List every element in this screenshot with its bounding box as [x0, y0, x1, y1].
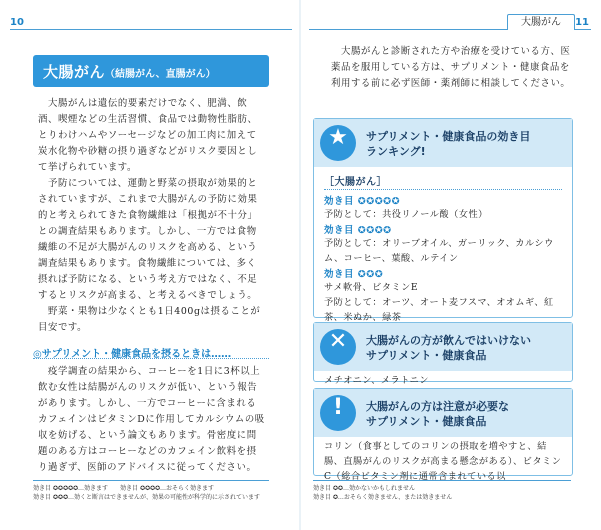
ranking-category: ［大腸がん］ [324, 173, 562, 190]
exclamation-icon: ! [320, 395, 356, 431]
paragraph: 疫学調査の結果から、コーヒーを1日に3杯以上飲む女性は結腸がんのリスクが低い、という報告があります。しかし、一方でコーヒーに含まれるカフェインはビタミンDに作用してカルシウムの吸収を妨げる、という論文もあります。骨密度に問題のある方はコーヒーなどのカフェイン飲料を摂り過ぎず、医師のアドバイスに従ってください。 [38, 366, 265, 473]
legend-line: 効き目 ✪✪…効かないかもしれません [313, 485, 415, 492]
page-number: 10 [10, 17, 24, 28]
paragraph: 大腸がんは遺伝的要素だけでなく、肥満、飲酒、喫煙などの生活習慣、食品では動物性脂肪、とりわけハムやソーセージなどの加工肉に加えて炭水化物や砂糖の摂り過ぎなどがリスク要因として挙げられています。 [38, 98, 258, 173]
paragraph: 野菜・果物は少なくとも1日400gは摂ることが目安です。 [38, 306, 261, 333]
efficacy-label: 効き目 ✪✪✪ [324, 269, 384, 280]
header-rule [10, 17, 292, 30]
avoid-box-header [314, 323, 572, 371]
legend-line: 効き目 ✪✪✪✪✪…効きます 効き目 ✪✪✪✪…おそらく効きます [33, 485, 215, 492]
section-subhead: ◎サプリメント・健康食品を摂るときは…… [33, 345, 269, 359]
chapter-title [33, 55, 269, 87]
page-number: 11 [575, 17, 589, 28]
right-page [301, 0, 601, 530]
chapter-title-sub: （結腸がん、直腸がん） [105, 69, 216, 80]
ranking-box-body [314, 167, 572, 331]
star-icon: ★ [320, 125, 356, 161]
ranking-box-header [314, 119, 572, 167]
legend-line: 効き目 ✪…おそらく効きません、または効きません [313, 494, 453, 501]
efficacy-label: 効き目 ✪✪✪✪ [324, 225, 392, 236]
efficacy-label: 効き目 ✪✪✪✪✪ [324, 196, 401, 207]
efficacy-items: 予防として：共役リノール酸（女性） [324, 209, 488, 220]
caution-box-header [314, 389, 572, 437]
avoid-box [313, 322, 573, 386]
avoid-box-title: 大腸がんの方が飲んではいけない サプリメント・健康食品 [366, 334, 531, 362]
ranking-box-title: サプリメント・健康食品の効き目 ランキング! [366, 130, 531, 158]
caution-items: コリン（食事としてのコリンの摂取を増やすと、結腸、直腸がんのリスクが高まる懸念がある）、ビタミンC（総合ビタミン剤に通常含まれている以 [324, 441, 562, 482]
left-page [0, 0, 300, 530]
caution-box [313, 388, 573, 482]
paragraph: 予防については、運動と野菜の摂取が効果的とされていますが、これまで大腸がんの予防に効果的と考えられてきた食物繊維は「根拠が不十分」との調査結果もあります。しかし、一方では食物繊維の不足が大腸がんのリスクを高める、という調査結果もあります。食物繊維については、多く摂れば予防になる、という考え方ではなく、不足するとリスクが高まる、と考えるべきでしょう。 [38, 178, 258, 301]
efficacy-items: サメ軟骨、ビタミンE 予防として：オーツ、オート麦フスマ、オオムギ、紅茶、米ぬか、緑茶 [324, 282, 554, 323]
efficacy-legend [33, 480, 269, 502]
body-text [38, 96, 266, 336]
legend-line: 効き目 ✪✪✪…効くと断言はできませんが、効果の可能性が科学的に示されています [33, 494, 260, 501]
paragraph: 大腸がんと診断された方や治療を受けている方、医薬品を服用している方は、サプリメント・健康食品を利用する前に必ず医師・薬剤師に相談してください。 [331, 46, 571, 89]
chapter-title-main: 大腸がん [43, 63, 106, 81]
body-text-2 [38, 364, 266, 476]
ranking-box [313, 118, 573, 323]
cross-icon: ✕ [320, 329, 356, 365]
intro-text [331, 44, 571, 92]
avoid-items: メチオニン、メラトニン [324, 375, 429, 386]
efficacy-items: 予防として：オリーブオイル、ガーリック、カルシウム、コーヒー、葉酸、ルテイン [324, 238, 554, 264]
efficacy-legend [313, 480, 571, 502]
running-head: 大腸がん [507, 14, 575, 30]
caution-box-title: 大腸がんの方は注意が必要な サプリメント・健康食品 [366, 400, 509, 428]
